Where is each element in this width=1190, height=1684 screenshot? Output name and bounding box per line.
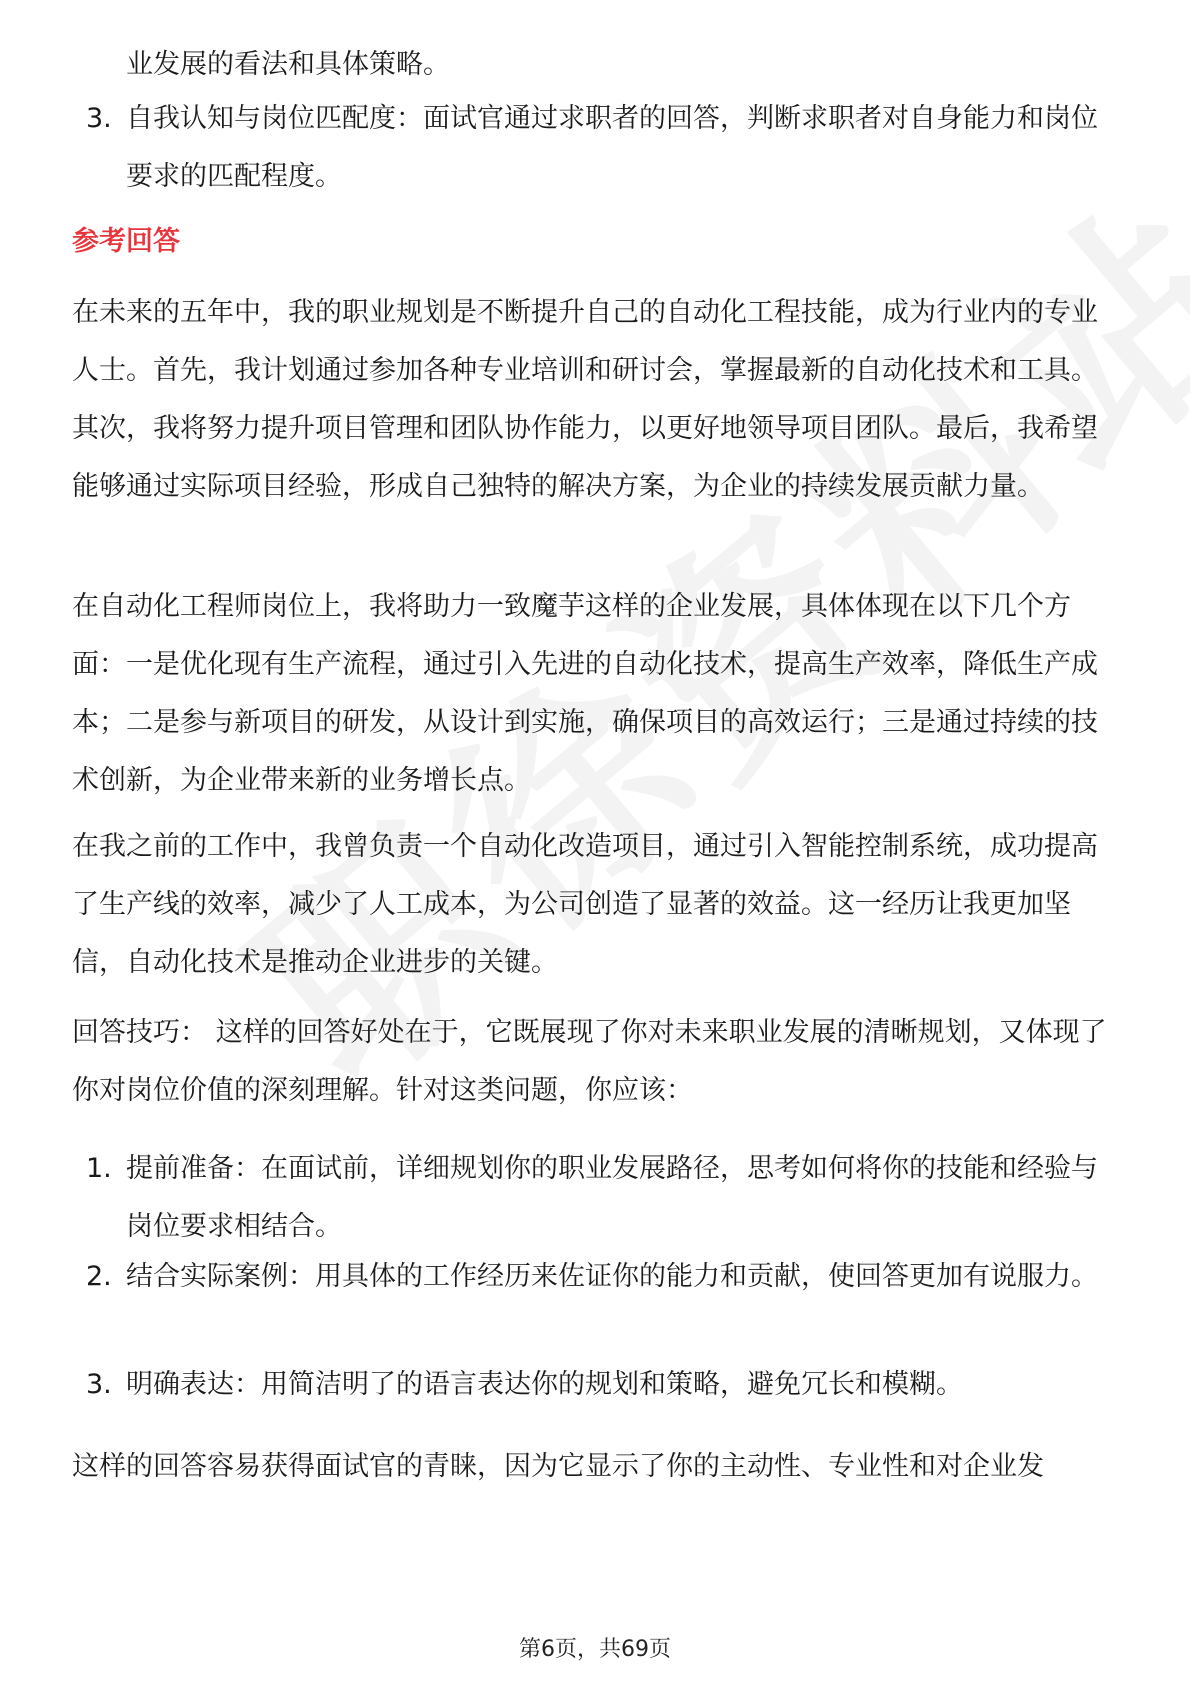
- list-text: 业发展的看法和具体策略。: [126, 49, 450, 80]
- list-item: [72, 36, 1122, 94]
- list-text: 自我认知与岗位匹配度：面试官通过求职者的回答，判断求职者对自身能力和岗位要求的匹配程度。: [126, 103, 1098, 192]
- list-text: 提前准备：在面试前，详细规划你的职业发展路径，思考如何将你的技能和经验与岗位要求相结合。: [126, 1153, 1098, 1242]
- section-heading: 参考回答: [72, 226, 180, 257]
- paragraph: 回答技巧： 这样的回答好处在于，它既展现了你对未来职业发展的清晰规划，又体现了你对岗位价值的深刻理解。针对这类问题，你应该：: [72, 1017, 1107, 1106]
- list-item: [72, 1140, 1122, 1256]
- paragraph: 在自动化工程师岗位上，我将助力一致魔芋这样的企业发展，具体体现在以下几个方面：一是优化现有生产流程，通过引入先进的自动化技术，提高生产效率，降低生产成本；二是参与新项目的研发，从设计到实施，确保项目的高效运行；三是通过持续的技术创新，为企业带来新的业务增长点。: [72, 591, 1098, 796]
- closing-paragraph: 这样的回答容易获得面试官的青睐，因为它显示了你的主动性、专业性和对企业发: [72, 1451, 1044, 1482]
- list-text: 结合实际案例：用具体的工作经历来佐证你的能力和贡献，使回答更加有说服力。: [126, 1261, 1098, 1292]
- list-item: [72, 1356, 1122, 1414]
- list-number: 2.: [86, 1261, 112, 1292]
- page-footer: 第6页，共69页: [519, 1637, 671, 1662]
- list-item: [72, 90, 1122, 206]
- list-item: [72, 1248, 1122, 1306]
- list-number: 1.: [86, 1153, 112, 1184]
- list-number: 3.: [86, 103, 112, 134]
- list-number: 3.: [86, 1369, 112, 1400]
- paragraph: 在我之前的工作中，我曾负责一个自动化改造项目，通过引入智能控制系统，成功提高了生产线的效率，减少了人工成本，为公司创造了显著的效益。这一经历让我更加坚信，自动化技术是推动企业进步的关键。: [72, 831, 1098, 978]
- list-text: 明确表达：用简洁明了的语言表达你的规划和策略，避免冗长和模糊。: [126, 1369, 963, 1400]
- paragraph: 在未来的五年中，我的职业规划是不断提升自己的自动化工程技能，成为行业内的专业人士。首先，我计划通过参加各种专业培训和研讨会，掌握最新的自动化技术和工具。其次，我将努力提升项目管理和团队协作能力，以更好地领导项目团队。最后，我希望能够通过实际项目经验，形成自己独特的解决方案，为企业的持续发展贡献力量。: [72, 297, 1098, 502]
